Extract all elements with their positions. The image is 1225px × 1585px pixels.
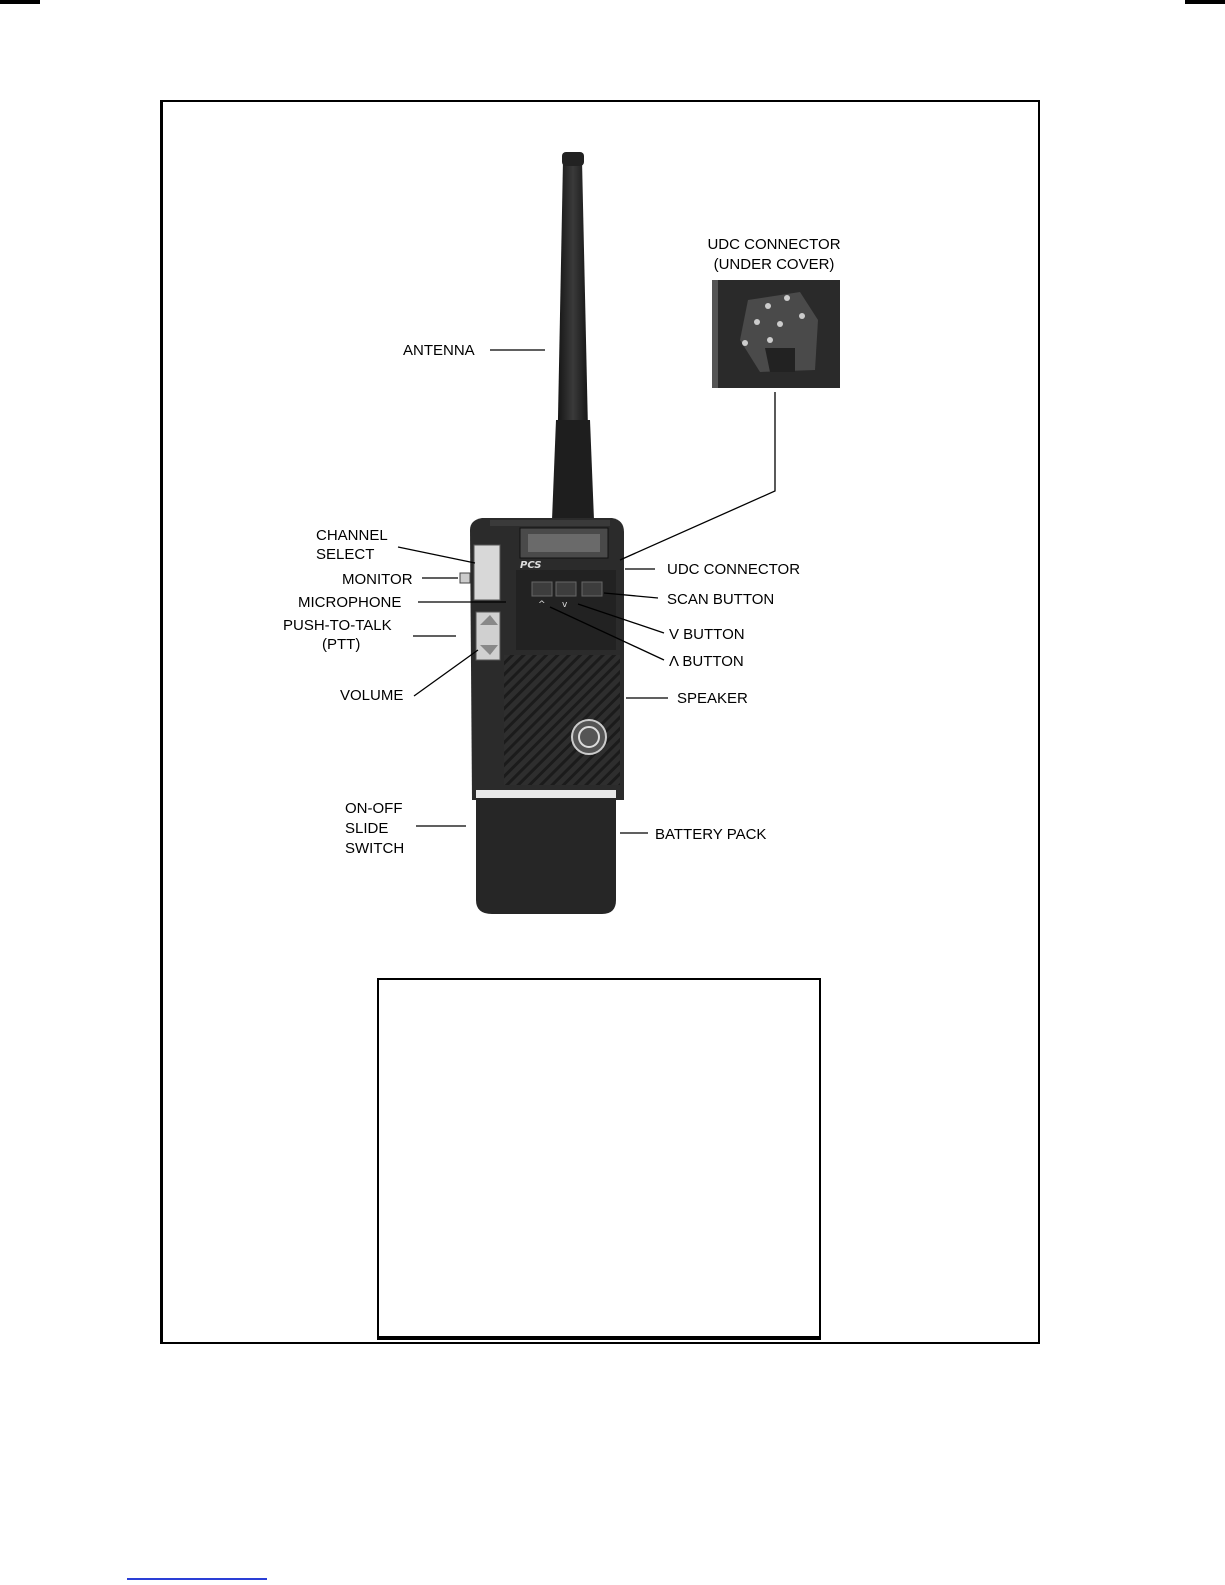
down-button-label: V BUTTON [669,626,745,643]
volume-label: VOLUME [340,687,404,704]
radio-body-part [460,518,624,800]
up-button-label: Λ BUTTON [669,653,744,670]
brand-text: PCS [520,560,542,571]
scan-button-label: SCAN BUTTON [667,591,775,608]
udc-connector-label: UDC CONNECTOR [667,561,801,578]
on-off-label-line1: ON-OFF [345,800,403,817]
udc-inset-title-line2: (UNDER COVER) [713,256,835,273]
udc-inset-title-line1: UDC CONNECTOR [707,236,841,253]
ptt-label-line2: (PTT) [322,636,361,653]
speaker-label: SPEAKER [677,690,748,707]
monitor-label: MONITOR [342,571,413,588]
svg-text:^: ^ [538,600,546,610]
udc-inset-photo [712,280,840,388]
battery-part [476,790,616,914]
antenna-part [552,152,594,520]
svg-text:v: v [562,600,568,610]
channel-select-label-line2: SELECT [316,546,375,563]
on-off-label-line3: SWITCH [345,840,405,857]
bottom-link-bar [127,1578,267,1580]
ptt-label-line1: PUSH-TO-TALK [283,617,392,634]
antenna-label: ANTENNA [403,342,475,359]
channel-select-label-line1: CHANNEL [316,527,388,544]
battery-pack-label: BATTERY PACK [655,826,767,843]
microphone-label: MICROPHONE [298,594,402,611]
on-off-label-line2: SLIDE [345,820,389,837]
